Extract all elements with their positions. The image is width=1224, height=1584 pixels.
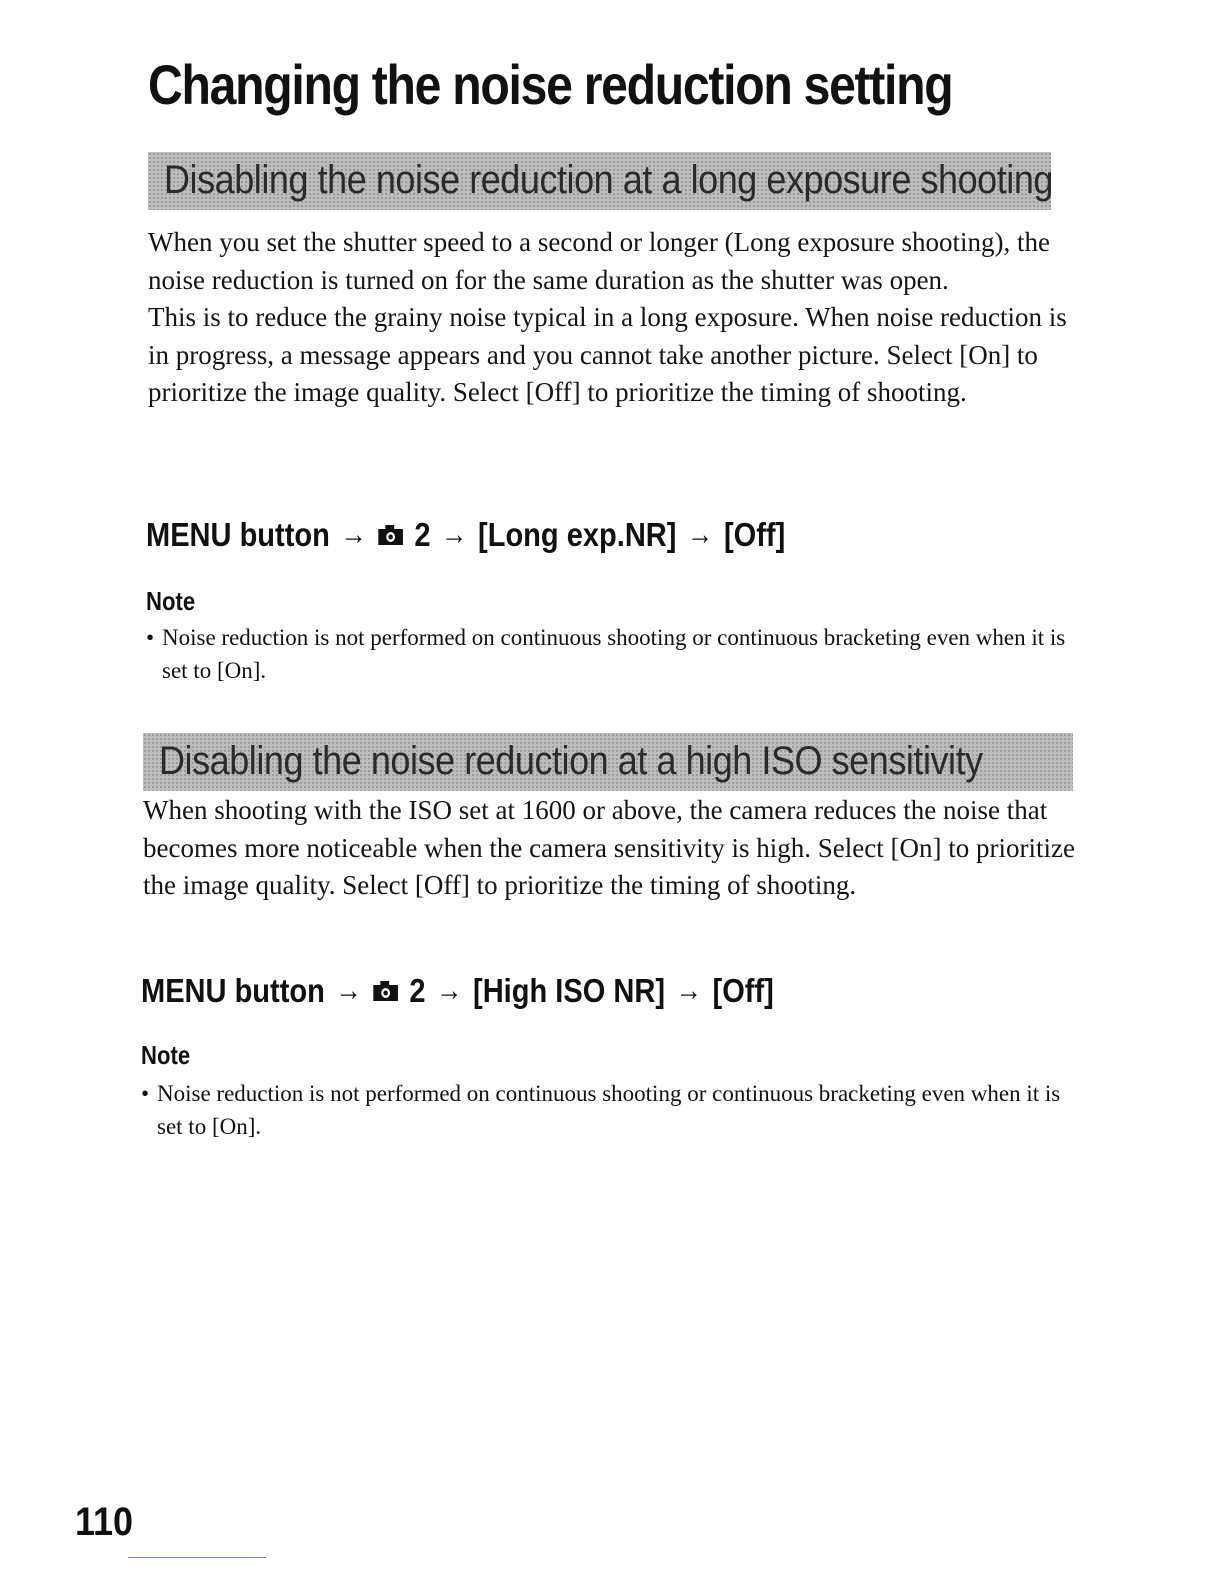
arrow-icon: →: [335, 974, 362, 1007]
note-item: • Noise reduction is not performed on continuous shooting or continuous bracketing even when it is set to [On].: [141, 1077, 1077, 1143]
paragraph: This is to reduce the grainy noise typical in a long exposure. When noise reduction is in progress, a message appears and you cannot take another picture. Select [On] to prioritize the image quality. Select [Off] to prioritize the timing of shooting.: [148, 302, 1067, 407]
menu-start: MENU button: [141, 972, 325, 1009]
section-heading-text: Disabling the noise reduction at a high ISO sensitivity: [159, 739, 983, 783]
paragraph: When shooting with the ISO set at 1600 or above, the camera reduces the noise that becomes more noticeable when the camera sensitivity is high. Select [On] to prioritize the image quality. Select [Off] to prioritize the timing of shooting.: [143, 795, 1075, 900]
arrow-icon: →: [441, 518, 468, 551]
menu-start: MENU button: [146, 516, 330, 553]
menu-path-high-iso-nr: [141, 972, 774, 1010]
page-title: Changing the noise reduction setting: [148, 53, 953, 116]
menu-item: [Long exp.NR]: [478, 516, 677, 553]
page-number: 110: [75, 1500, 134, 1544]
section-body-long-exposure: [148, 224, 1088, 412]
note-item: • Noise reduction is not performed on continuous shooting or continuous bracketing even when it is set to [On].: [146, 621, 1082, 687]
footer-divider: [128, 1557, 266, 1558]
menu-tab-number: 2: [409, 972, 426, 1009]
arrow-icon: →: [687, 518, 714, 551]
menu-path-long-exp-nr: [146, 516, 785, 554]
arrow-icon: →: [436, 974, 463, 1007]
menu-value: [Off]: [723, 516, 786, 553]
section-heading-high-iso: [143, 733, 1073, 791]
note-heading: Note: [141, 1040, 191, 1070]
camera-icon: [377, 524, 403, 546]
section-body-high-iso: [143, 792, 1083, 905]
camera-icon: [372, 980, 398, 1002]
menu-item: [High ISO NR]: [473, 972, 666, 1009]
paragraph: When you set the shutter speed to a second or longer (Long exposure shooting), the noise reduction is turned on for the same duration as the shutter was open.: [148, 227, 1051, 295]
menu-tab-number: 2: [414, 516, 431, 553]
section-heading-long-exposure: [148, 152, 1051, 210]
menu-value: [Off]: [712, 972, 774, 1009]
arrow-icon: →: [675, 974, 702, 1007]
note-heading: Note: [146, 586, 196, 616]
arrow-icon: →: [340, 518, 367, 551]
section-heading-text: Disabling the noise reduction at a long exposure shooting: [164, 158, 1053, 202]
